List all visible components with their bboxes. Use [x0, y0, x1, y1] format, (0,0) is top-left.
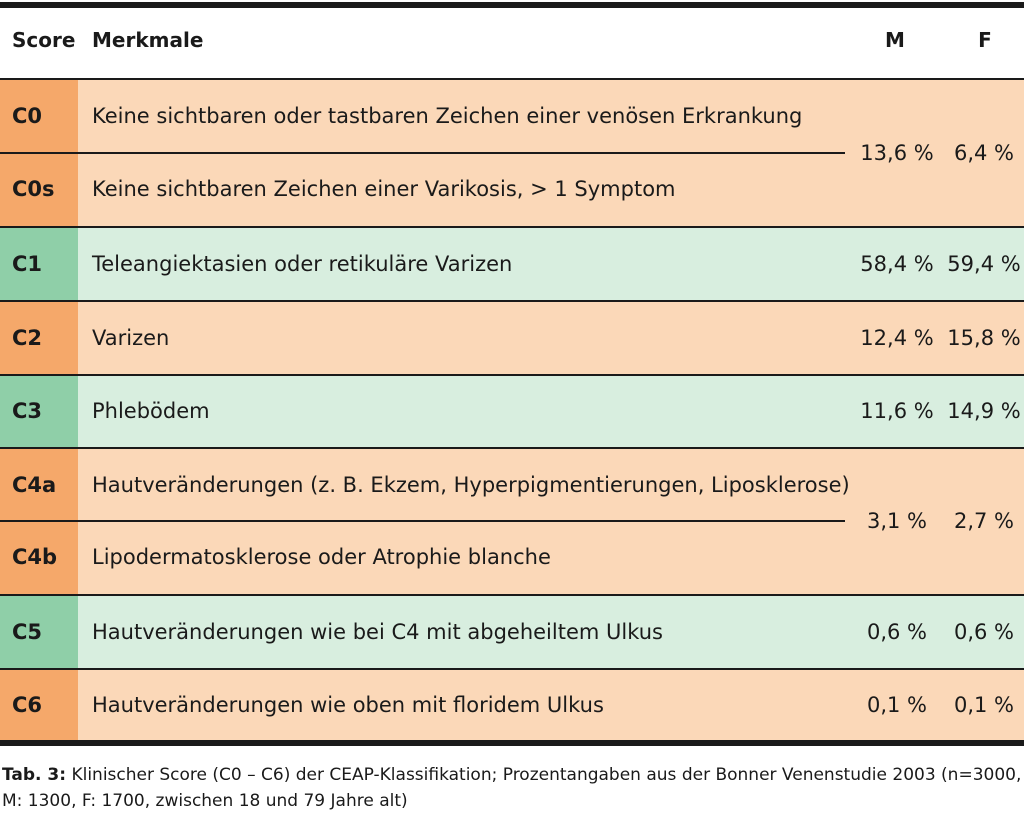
feature-text: Hautveränderungen wie bei C4 mit abgeheiltem Ulkus [92, 620, 663, 644]
table-row-group-c0 [0, 80, 1024, 226]
caption-text: Klinischer Score (C0 – C6) der CEAP-Klassifikation; Prozentangaben aus der Bonner Venenstudie 2003 (n=3000, M: 1300, F: 1700, zwischen 18 und 79 Jahre alt) [2, 765, 1022, 811]
score-code: C4a [12, 473, 57, 497]
value-f: 15,8 % [947, 326, 1021, 350]
value-m: 12,4 % [860, 326, 934, 350]
header-f: F [978, 28, 992, 52]
feature-text: Keine sichtbaren Zeichen einer Varikosis, > 1 Symptom [92, 177, 676, 201]
table-row-c2 [0, 302, 1024, 374]
score-code: C4b [12, 545, 58, 569]
value-m: 11,6 % [860, 399, 934, 423]
feature-text: Hautveränderungen (z. B. Ekzem, Hyperpigmentierungen, Liposklerose) [92, 473, 850, 497]
score-code: C1 [12, 252, 43, 276]
score-code: C0s [12, 177, 55, 201]
feature-text: Keine sichtbaren oder tastbaren Zeichen einer venösen Erkrankung [92, 104, 803, 128]
header-merkmale: Merkmale [92, 28, 204, 52]
value-f: 0,1 % [953, 693, 1015, 717]
table-bottom-rule [0, 740, 1024, 746]
value-f: 0,6 % [953, 620, 1015, 644]
table-row-c1 [0, 228, 1024, 300]
value-f: 2,7 % [953, 509, 1015, 533]
table-row-group-c4 [0, 449, 1024, 594]
score-code: C2 [12, 326, 43, 350]
row-divider [0, 152, 845, 154]
table-top-rule [0, 2, 1024, 8]
row-divider [0, 520, 845, 522]
value-f: 59,4 % [947, 252, 1021, 276]
score-code: C0 [12, 104, 43, 128]
score-code: C6 [12, 693, 43, 717]
feature-text: Lipodermatosklerose oder Atrophie blanche [92, 545, 551, 569]
table-row-c6 [0, 670, 1024, 740]
value-m: 0,6 % [866, 620, 928, 644]
caption-label: Tab. 3: [2, 765, 67, 785]
table-row-c5 [0, 596, 1024, 668]
value-m: 13,6 % [860, 141, 934, 165]
header-m: M [885, 28, 905, 52]
value-m: 58,4 % [860, 252, 934, 276]
value-m: 3,1 % [866, 509, 928, 533]
score-code: C3 [12, 399, 43, 423]
feature-text: Teleangiektasien oder retikuläre Varizen [92, 252, 513, 276]
feature-text: Hautveränderungen wie oben mit floridem Ulkus [92, 693, 604, 717]
table-row-c3 [0, 376, 1024, 447]
header-score: Score [12, 28, 76, 52]
table-caption [2, 762, 1022, 814]
feature-text: Varizen [92, 326, 170, 350]
feature-text: Phlebödem [92, 399, 210, 423]
score-code: C5 [12, 620, 43, 644]
value-f: 14,9 % [947, 399, 1021, 423]
value-m: 0,1 % [866, 693, 928, 717]
value-f: 6,4 % [953, 141, 1015, 165]
